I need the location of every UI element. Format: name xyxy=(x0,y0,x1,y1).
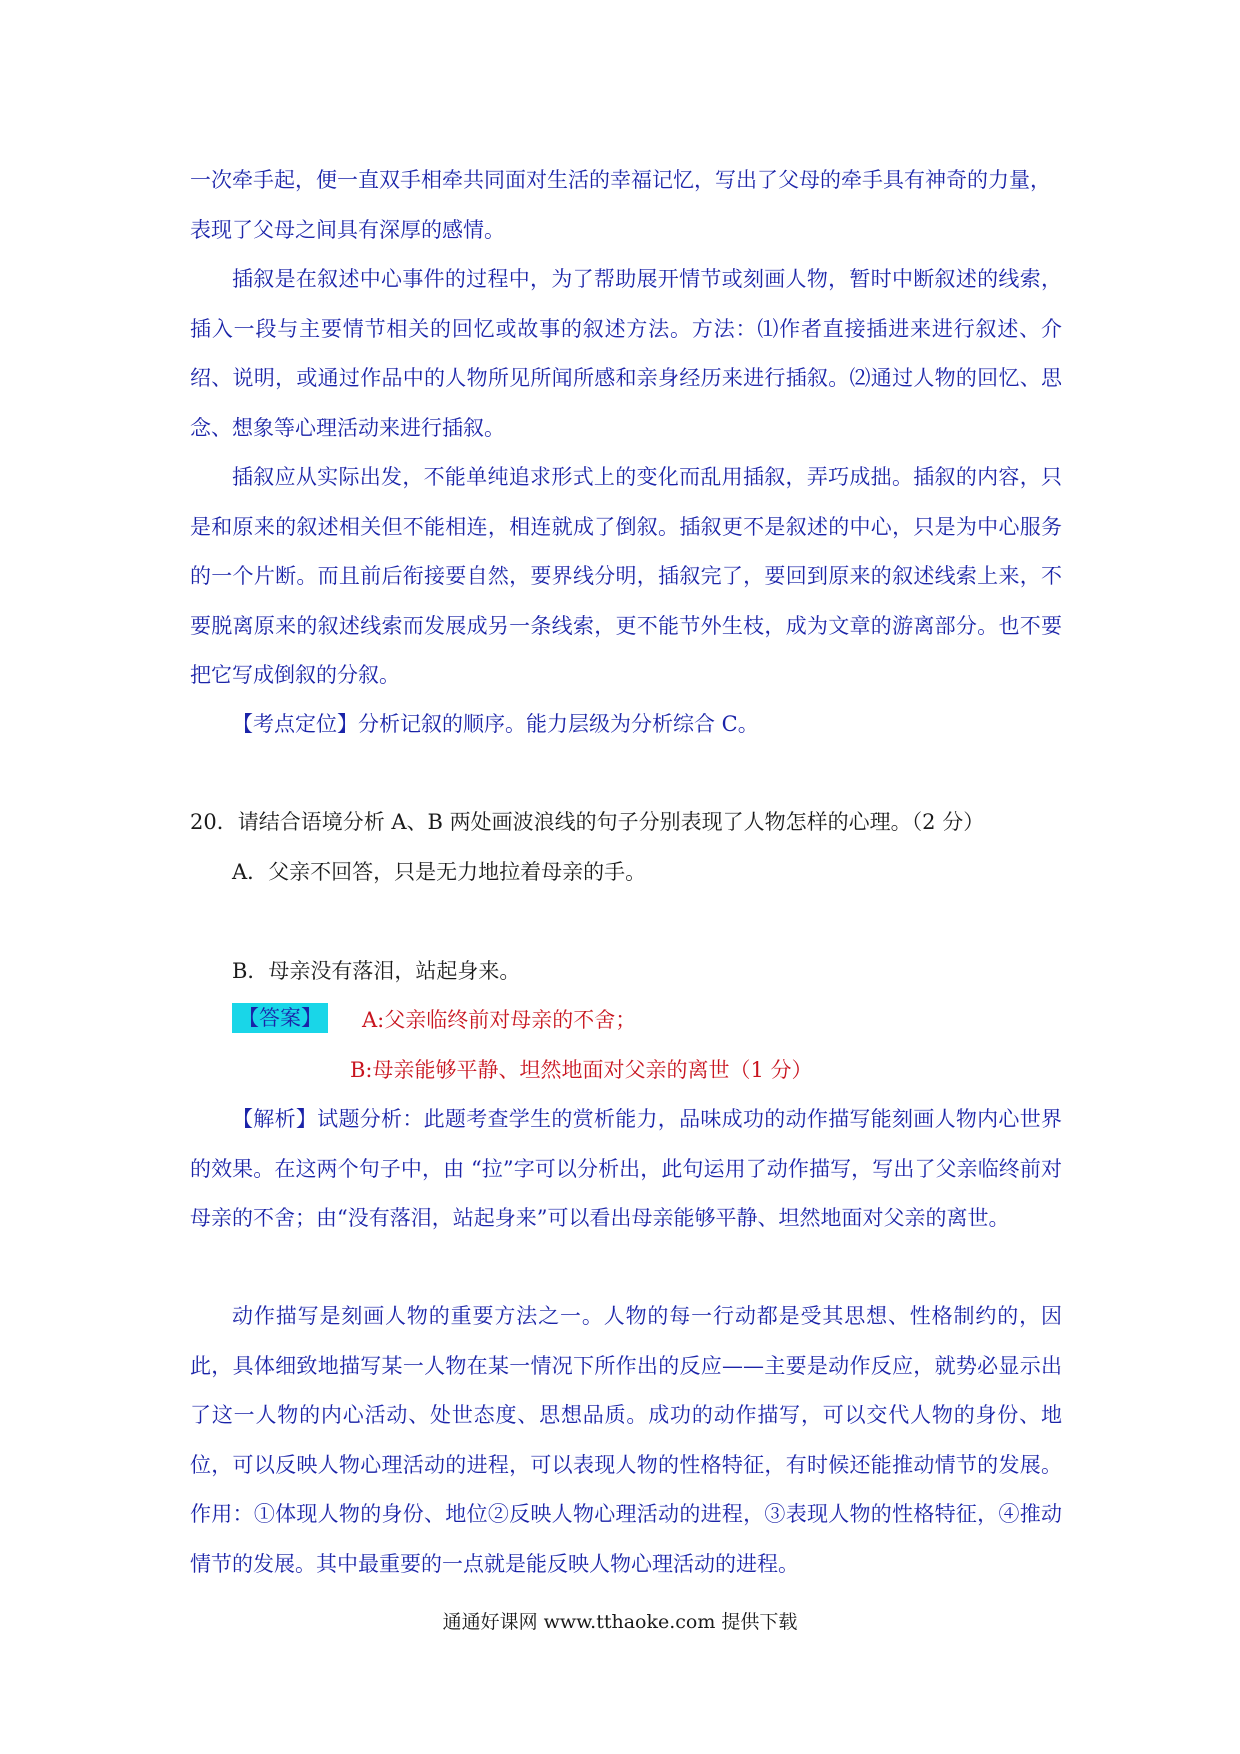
section-continuation xyxy=(190,156,1062,255)
paragraph-exam-point xyxy=(190,700,1062,750)
option-b: B．母亲没有落泪，站起身来。 xyxy=(232,959,521,983)
question-20 xyxy=(190,798,1062,897)
question-20-option-b xyxy=(190,947,1062,997)
page-footer: 通通好课网 www.tthaoke.com 提供下载 xyxy=(442,1611,798,1633)
option-a: A．父亲不回答，只是无力地拉着母亲的手。 xyxy=(232,859,647,884)
action-description-block xyxy=(190,1292,1062,1589)
analysis-tag: 【解析】 xyxy=(232,1107,318,1131)
paragraph-action-description: 动作描写是刻画人物的重要方法之一。人物的每一行动都是受其思想、性格制约的，因此，具体细致地描写某一人物在某一情况下所作出的反应——主要是动作反应，就势必显示出了这一人物的内心活动、处世态度、思想品质。成功的动作描写，可以交代人物的身份、地位，可以反映人物心理活动的进程，可以表现人物的性格特征，有时候还能推动情节的发展。作用：①体现人物的身份、地位②反映人物心理活动的进程，③表现人物的性格特征，④推动情节的发展。其中最重要的一点就是能反映人物心理活动的进程。 xyxy=(190,1304,1062,1576)
analysis-text: 试题分析：此题考查学生的赏析能力，品味成功的动作描写能刻画人物内心世界的效果。在这两个句子中，由 “拉”字可以分析出，此句运用了动作描写，写出了父亲临终前对母亲的不舍；由“没有落泪，站起身来”可以看出母亲能够平静、坦然地面对父亲的离世。 xyxy=(190,1107,1063,1230)
question-title: 20．请结合语境分析 A、B 两处画波浪线的句子分别表现了人物怎样的心理。（2 分） xyxy=(190,810,985,834)
paragraph-chaxu-definition: 插叙是在叙述中心事件的过程中，为了帮助展开情节或刻画人物，暂时中断叙述的线索，插入一段与主要情节相关的回忆或故事的叙述方法。方法：⑴作者直接插进来进行叙述、介绍、说明，或通过作品中的人物所见所闻所感和亲身经历来进行插叙。⑵通过人物的回忆、思念、想象等心理活动来进行插叙。 xyxy=(190,267,1062,440)
section-chaxu-definition xyxy=(190,255,1062,453)
paragraph-continuation-line1: 一次牵手起，便一直双手相牵共同面对生活的幸福记忆，写出了父母的牵手具有神奇的力量， xyxy=(190,168,1051,192)
paragraph-analysis xyxy=(190,1095,1062,1244)
answer-block xyxy=(190,996,1062,1095)
section-chaxu-notes xyxy=(190,453,1062,701)
exam-point-text: 分析记叙的顺序。能力层级为分析综合 C。 xyxy=(358,712,759,736)
paragraph-chaxu-notes: 插叙应从实际出发，不能单纯追求形式上的变化而乱用插叙，弄巧成拙。插叙的内容，只是和原来的叙述相关但不能相连，相连就成了倒叙。插叙更不是叙述的中心，只是为中心服务的一个片断。而且前后衔接要自然，要界线分明，插叙完了，要回到原来的叙述线索上来，不要脱离原来的叙述线索而发展成另一条线索，更不能节外生枝，成为文章的游离部分。也不要把它写成倒叙的分叙。 xyxy=(190,465,1062,687)
exam-point-tag: 【考点定位】 xyxy=(232,712,358,736)
answer-line-a xyxy=(190,996,1062,1046)
answer-tag: 【答案】 xyxy=(232,1003,328,1033)
answer-a: A:父亲临终前对母亲的不舍； xyxy=(362,1008,637,1032)
answer-b: B:母亲能够平静、坦然地面对父亲的离世（1 分） xyxy=(350,1057,813,1082)
section-exam-point xyxy=(190,700,1062,750)
paragraph-continuation-line2: 表现了父母之间具有深厚的感情。 xyxy=(190,217,505,242)
analysis-block xyxy=(190,1095,1062,1244)
